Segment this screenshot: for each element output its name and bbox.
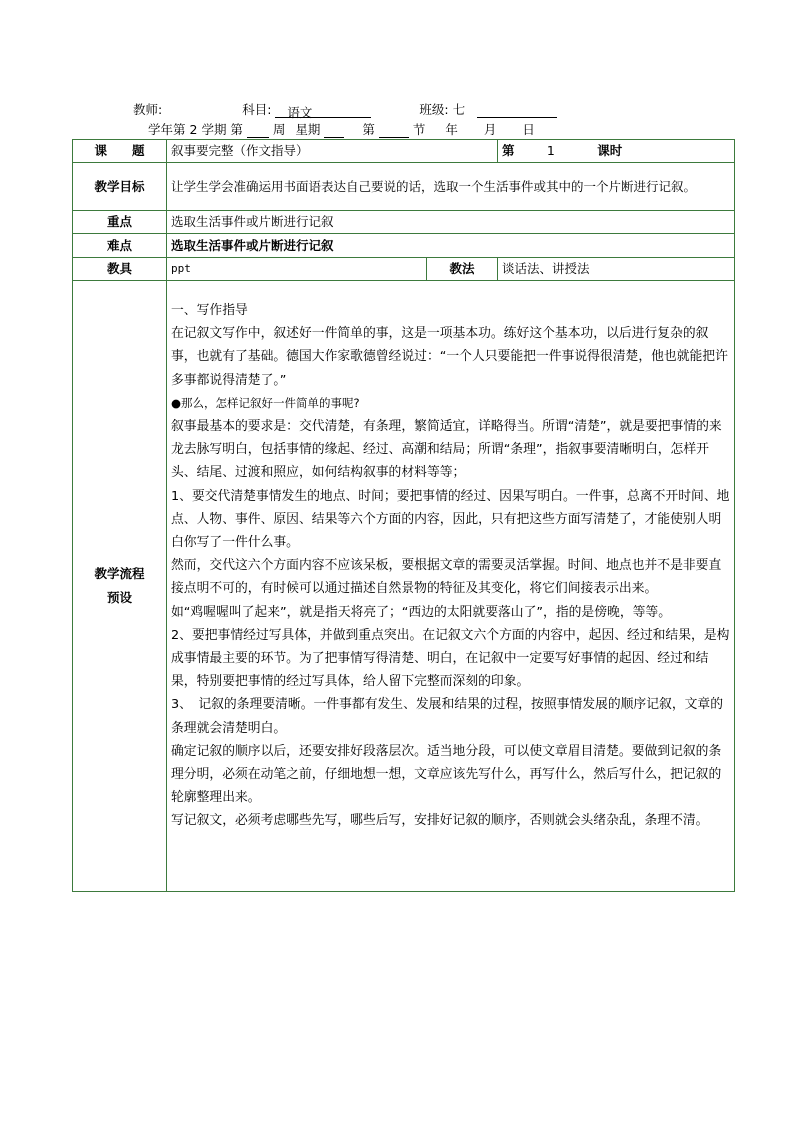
week-field[interactable] [247,123,269,138]
tools-value[interactable]: ppt [167,258,427,281]
term-num: 2 [189,122,198,137]
flow-label [73,281,167,892]
lesson-suffix: 课时 [597,143,623,158]
lesson-plan-table [72,139,735,892]
flow-paragraph: 写记叙文，必须考虑哪些先写，哪些后写，安排好记叙的顺序，否则就会头绪杂乱，条理不清。 [171,813,709,829]
topic-label: 课 题 [73,140,167,163]
topic-value[interactable]: 叙事要完整（作文指导） [167,140,498,163]
header-line-2 [148,120,535,138]
period-label: 节 [412,122,426,137]
flow-paragraph: 确定记叙的顺序以后，还要安排好段落层次。适当地分段，可以使文章眉目清楚。要做到记叙的条理分明，必须在动笔之前，仔细地想一想，文章应该先写什么，再写什么，然后写什么，把记叙的轮廓整理出来。 [171,743,722,806]
month-label: 月 [483,122,497,137]
week-label: 周 [272,122,286,137]
difficulty-label: 难点 [73,234,167,258]
lesson-prefix: 第 [502,143,515,158]
row-tools [73,258,735,281]
difficulty-value[interactable]: 选取生活事件或片断进行记叙 [167,234,735,258]
goal-label: 教学目标 [73,163,167,211]
flow-paragraph: 1、要交代清楚事情发生的地点、时间；要把事情的经过、因果写明白。一件事，总离不开时间、地点、人物、事件、原因、结果等六个方面的内容，因此，只有把这些方面写清楚了，才能使别人明白你写了一件什么事。 [171,488,730,551]
class-label: 班级: [419,102,449,117]
method-value[interactable]: 谈话法、讲授法 [498,258,735,281]
weekday-field[interactable] [324,123,344,138]
lesson-count[interactable] [498,140,735,163]
header-line-1 [133,100,557,118]
subject-field[interactable] [275,103,371,118]
row-key [73,211,735,234]
flow-paragraph: 2、要把事情经过写具体，并做到重点突出。在记叙文六个方面的内容中，起因、经过和结果，是构成事情最主要的环节。为了把事情写得清楚、明白，在记叙中一定要写好事情的起因、经过和结果，特别要把事情的经过写具体，给人留下完整而深刻的印象。 [171,627,730,690]
year-label: 年 [445,122,458,137]
flow-paragraph: 在记叙文写作中，叙述好一件简单的事，这是一项基本功。练好这个基本功，以后进行复杂的叙事，也就有了基础。德国大作家歌德曾经说过：“一个人只要能把一件事说得很清楚，他也就能把许多事都说得清楚了。” [171,326,728,388]
flow-label-line-2: 预设 [106,590,132,605]
teacher-label: 教师: [133,102,163,117]
flow-content[interactable] [167,281,735,892]
key-label: 重点 [73,211,167,234]
method-label: 教法 [427,258,498,281]
lesson-num: 1 [546,143,555,158]
flow-paragraph: ●那么，怎样记叙好一件简单的事呢? [171,395,360,410]
day-label: 日 [522,122,535,137]
subject-value: 语文 [287,105,313,120]
class-value: 七 [452,102,466,117]
class-field[interactable] [477,103,557,118]
flow-paragraph: 然而，交代这六个方面内容不应该呆板，要根据文章的需要灵活掌握。时间、地点也并不是非要直接点明不可的，有时候可以通过描述自然景物的特征及其变化，将它们间接表示出来。 [171,558,722,597]
row-goal [73,163,735,211]
key-value[interactable]: 选取生活事件或片断进行记叙 [167,211,735,234]
weekday-label: 星期 [295,122,321,137]
period-field[interactable] [379,123,409,138]
subject-label: 科目: [242,102,272,117]
flow-paragraph: 如“鸡喔喔叫了起来”，就是指天将亮了；“西边的太阳就要落山了”，指的是傍晚，等等。 [171,604,672,620]
flow-paragraph: 叙事最基本的要求是：交代清楚，有条理，繁简适宜，详略得当。所谓“清楚”，就是要把事情的来龙去脉写明白，包括事情的缘起、经过、高潮和结局；所谓“条理”，指叙事要清晰明白，怎样开头、结尾、过渡和照应，如何结构叙事的材料等等； [171,419,722,481]
row-difficulty [73,234,735,258]
term-suffix: 学期 第 [201,122,243,137]
row-flow [73,281,735,892]
term-prefix: 学年第 [148,122,186,137]
goal-value[interactable]: 让学生学会准确运用书面语表达自己要说的话，选取一个生活事件或其中的一个片断进行记叙。 [167,163,735,211]
tools-label: 教具 [73,258,167,281]
period-prefix: 第 [362,122,375,137]
flow-paragraph: 3、 记叙的条理要清晰。一件事都有发生、发展和结果的过程，按照事情发展的顺序记叙，文章的条理就会清楚明白。 [171,697,724,736]
row-topic [73,140,735,163]
flow-label-line-1: 教学流程 [94,566,145,581]
flow-paragraph: 一、写作指导 [171,303,248,318]
